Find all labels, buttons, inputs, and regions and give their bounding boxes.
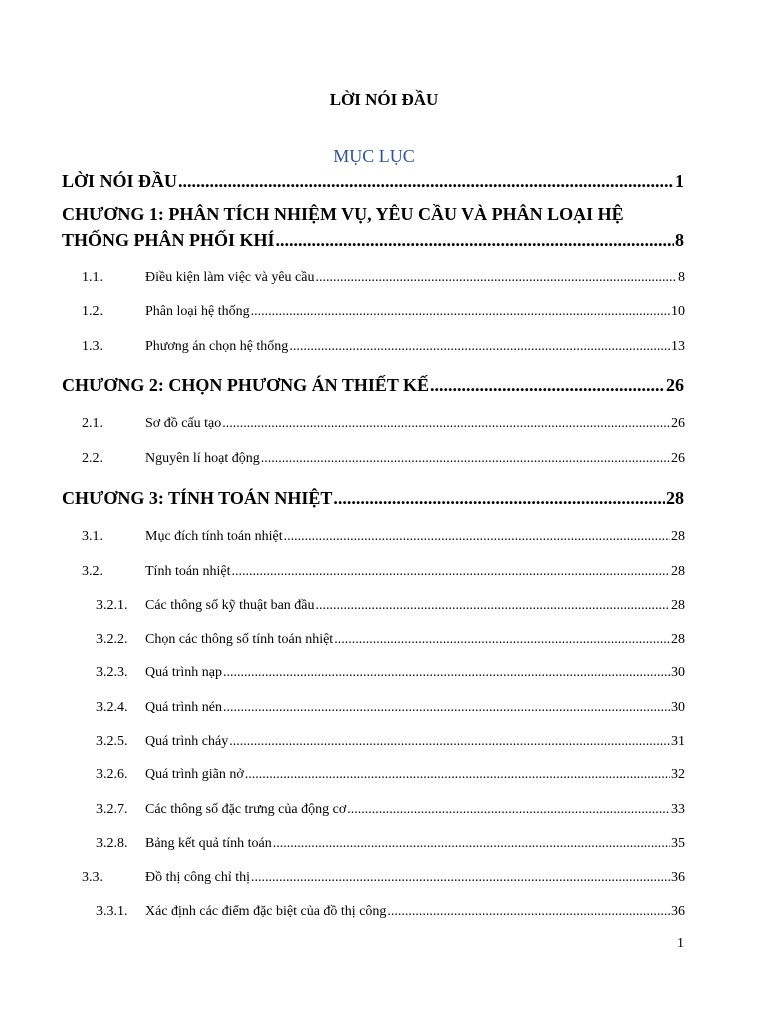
toc-entry-3-2-3[interactable] bbox=[96, 665, 685, 681]
dot-leader bbox=[315, 270, 677, 286]
toc-entry-3-3-1[interactable] bbox=[96, 904, 685, 920]
toc-entry-3-2-6[interactable] bbox=[96, 767, 685, 783]
dot-leader bbox=[273, 836, 670, 852]
toc-entry-3-2-4[interactable] bbox=[96, 700, 685, 716]
toc-entry-1-1[interactable] bbox=[82, 270, 685, 286]
toc-entry-page: 31 bbox=[671, 734, 685, 749]
toc-entry-number: 3.2.1. bbox=[96, 598, 128, 613]
dot-leader bbox=[347, 802, 670, 818]
dot-leader bbox=[245, 767, 670, 783]
toc-entry-text: Tính toán nhiệt bbox=[145, 564, 231, 579]
toc-entry-text: CHƯƠNG 3: TÍNH TOÁN NHIỆT bbox=[62, 488, 333, 508]
toc-entry-page: 28 bbox=[671, 529, 685, 544]
dot-leader bbox=[222, 416, 670, 432]
toc-entry-number: 3.3. bbox=[82, 870, 103, 885]
toc-entry-2-1[interactable] bbox=[82, 416, 685, 432]
toc-entry-number: 3.3.1. bbox=[96, 904, 128, 919]
toc-entry-text: THỐNG PHÂN PHỐI KHÍ bbox=[62, 230, 275, 250]
toc-entry-text: Đồ thị công chỉ thị bbox=[145, 870, 250, 885]
toc-entry-3-1[interactable] bbox=[82, 529, 685, 545]
toc-entry-3-2[interactable] bbox=[82, 564, 685, 580]
toc-entry-chuong-1[interactable] bbox=[62, 230, 684, 251]
toc-entry-loi-noi-dau[interactable] bbox=[62, 171, 684, 192]
toc-entry-page: 35 bbox=[671, 836, 685, 851]
dot-leader bbox=[333, 488, 665, 509]
toc-entry-number: 1.3. bbox=[82, 339, 103, 354]
dot-leader bbox=[251, 304, 670, 320]
toc-entry-page: 28 bbox=[671, 598, 685, 613]
dot-leader bbox=[223, 700, 670, 716]
toc-entry-page: 30 bbox=[671, 665, 685, 680]
toc-entry-text: Quá trình cháy bbox=[145, 734, 229, 749]
toc-entry-text: Bảng kết quả tính toán bbox=[145, 836, 272, 851]
toc-entry-chuong-1-line1[interactable]: CHƯƠNG 1: PHÂN TÍCH NHIỆM VỤ, YÊU CẦU VÀ PHÂN LOẠI HỆ bbox=[62, 204, 624, 224]
toc-entry-number: 3.2.6. bbox=[96, 767, 128, 782]
toc-entry-number: 3.2.7. bbox=[96, 802, 128, 817]
dot-leader bbox=[430, 375, 665, 396]
toc-entry-1-2[interactable] bbox=[82, 304, 685, 320]
toc-entry-3-2-5[interactable] bbox=[96, 734, 685, 750]
dot-leader bbox=[289, 339, 670, 355]
toc-entry-page: 36 bbox=[671, 870, 685, 885]
toc-entry-3-3[interactable] bbox=[82, 870, 685, 886]
dot-leader bbox=[223, 665, 670, 681]
toc-entry-text: Xác định các điểm đặc biệt của đồ thị công bbox=[145, 904, 387, 919]
toc-entry-3-2-7[interactable] bbox=[96, 802, 685, 818]
toc-entry-number: 3.1. bbox=[82, 529, 103, 544]
page-number: 1 bbox=[677, 936, 684, 951]
dot-leader bbox=[334, 632, 670, 648]
toc-entry-page: 8 bbox=[675, 230, 684, 250]
toc-entry-number: 3.2.2. bbox=[96, 632, 128, 647]
dot-leader bbox=[276, 230, 674, 251]
toc-entry-page: 10 bbox=[671, 304, 685, 319]
toc-entry-text: Các thông số đặc trưng của động cơ bbox=[145, 802, 347, 817]
toc-entry-number: 1.1. bbox=[82, 270, 103, 285]
toc-entry-number: 2.2. bbox=[82, 451, 103, 466]
toc-entry-page: 26 bbox=[666, 375, 684, 395]
toc-entry-3-2-1[interactable] bbox=[96, 598, 685, 614]
dot-leader bbox=[178, 171, 674, 192]
toc-entry-page: 26 bbox=[671, 416, 685, 431]
toc-entry-page: 28 bbox=[666, 488, 684, 508]
toc-entry-text: LỜI NÓI ĐẦU bbox=[62, 171, 178, 191]
dot-leader bbox=[251, 870, 670, 886]
toc-entry-number: 3.2. bbox=[82, 564, 103, 579]
toc-entry-number: 3.2.5. bbox=[96, 734, 128, 749]
toc-entry-page: 28 bbox=[671, 564, 685, 579]
dot-leader bbox=[232, 564, 670, 580]
toc-entry-text: Chọn các thông số tính toán nhiệt bbox=[145, 632, 334, 647]
toc-entry-number: 3.2.4. bbox=[96, 700, 128, 715]
toc-entry-page: 30 bbox=[671, 700, 685, 715]
toc-entry-chuong-3[interactable] bbox=[62, 488, 684, 509]
toc-entry-number: 3.2.8. bbox=[96, 836, 128, 851]
toc-entry-page: 32 bbox=[671, 767, 685, 782]
toc-entry-text: Sơ đồ cấu tạo bbox=[145, 416, 222, 431]
toc-entry-text: Các thông số kỹ thuật ban đầu bbox=[145, 598, 315, 613]
toc-entry-2-2[interactable] bbox=[82, 451, 685, 467]
toc-entry-text: Quá trình giãn nở bbox=[145, 767, 244, 782]
toc-entry-text: Nguyên lí hoạt động bbox=[145, 451, 260, 466]
toc-entry-text: Mục đích tính toán nhiệt bbox=[145, 529, 283, 544]
dot-leader bbox=[316, 598, 670, 614]
dot-leader bbox=[387, 904, 670, 920]
toc-heading: MỤC LỤC bbox=[333, 146, 415, 166]
toc-entry-1-3[interactable] bbox=[82, 339, 685, 355]
toc-entry-text: CHƯƠNG 2: CHỌN PHƯƠNG ÁN THIẾT KẾ bbox=[62, 375, 430, 395]
toc-entry-text: Phương án chọn hệ thống bbox=[145, 339, 289, 354]
page-title: LỜI NÓI ĐẦU bbox=[329, 90, 439, 109]
toc-entry-text: Quá trình nạp bbox=[145, 665, 222, 680]
dot-leader bbox=[229, 734, 670, 750]
toc-entry-number: 2.1. bbox=[82, 416, 103, 431]
toc-entry-page: 26 bbox=[671, 451, 685, 466]
toc-entry-chuong-2[interactable] bbox=[62, 375, 684, 396]
toc-entry-page: 13 bbox=[671, 339, 685, 354]
toc-entry-page: 36 bbox=[671, 904, 685, 919]
toc-entry-text: Quá trình nén bbox=[145, 700, 222, 715]
toc-entry-3-2-2[interactable] bbox=[96, 632, 685, 648]
toc-entry-text: Phân loại hệ thống bbox=[145, 304, 250, 319]
toc-entry-page: 1 bbox=[675, 171, 684, 191]
dot-leader bbox=[261, 451, 670, 467]
dot-leader bbox=[284, 529, 670, 545]
toc-entry-page: 33 bbox=[671, 802, 685, 817]
toc-entry-number: 1.2. bbox=[82, 304, 103, 319]
toc-entry-number: 3.2.3. bbox=[96, 665, 128, 680]
toc-entry-text: Điều kiện làm việc và yêu cầu bbox=[145, 270, 315, 285]
toc-entry-3-2-8[interactable] bbox=[96, 836, 685, 852]
toc-entry-page: 28 bbox=[671, 632, 685, 647]
toc-entry-page: 8 bbox=[678, 270, 685, 285]
